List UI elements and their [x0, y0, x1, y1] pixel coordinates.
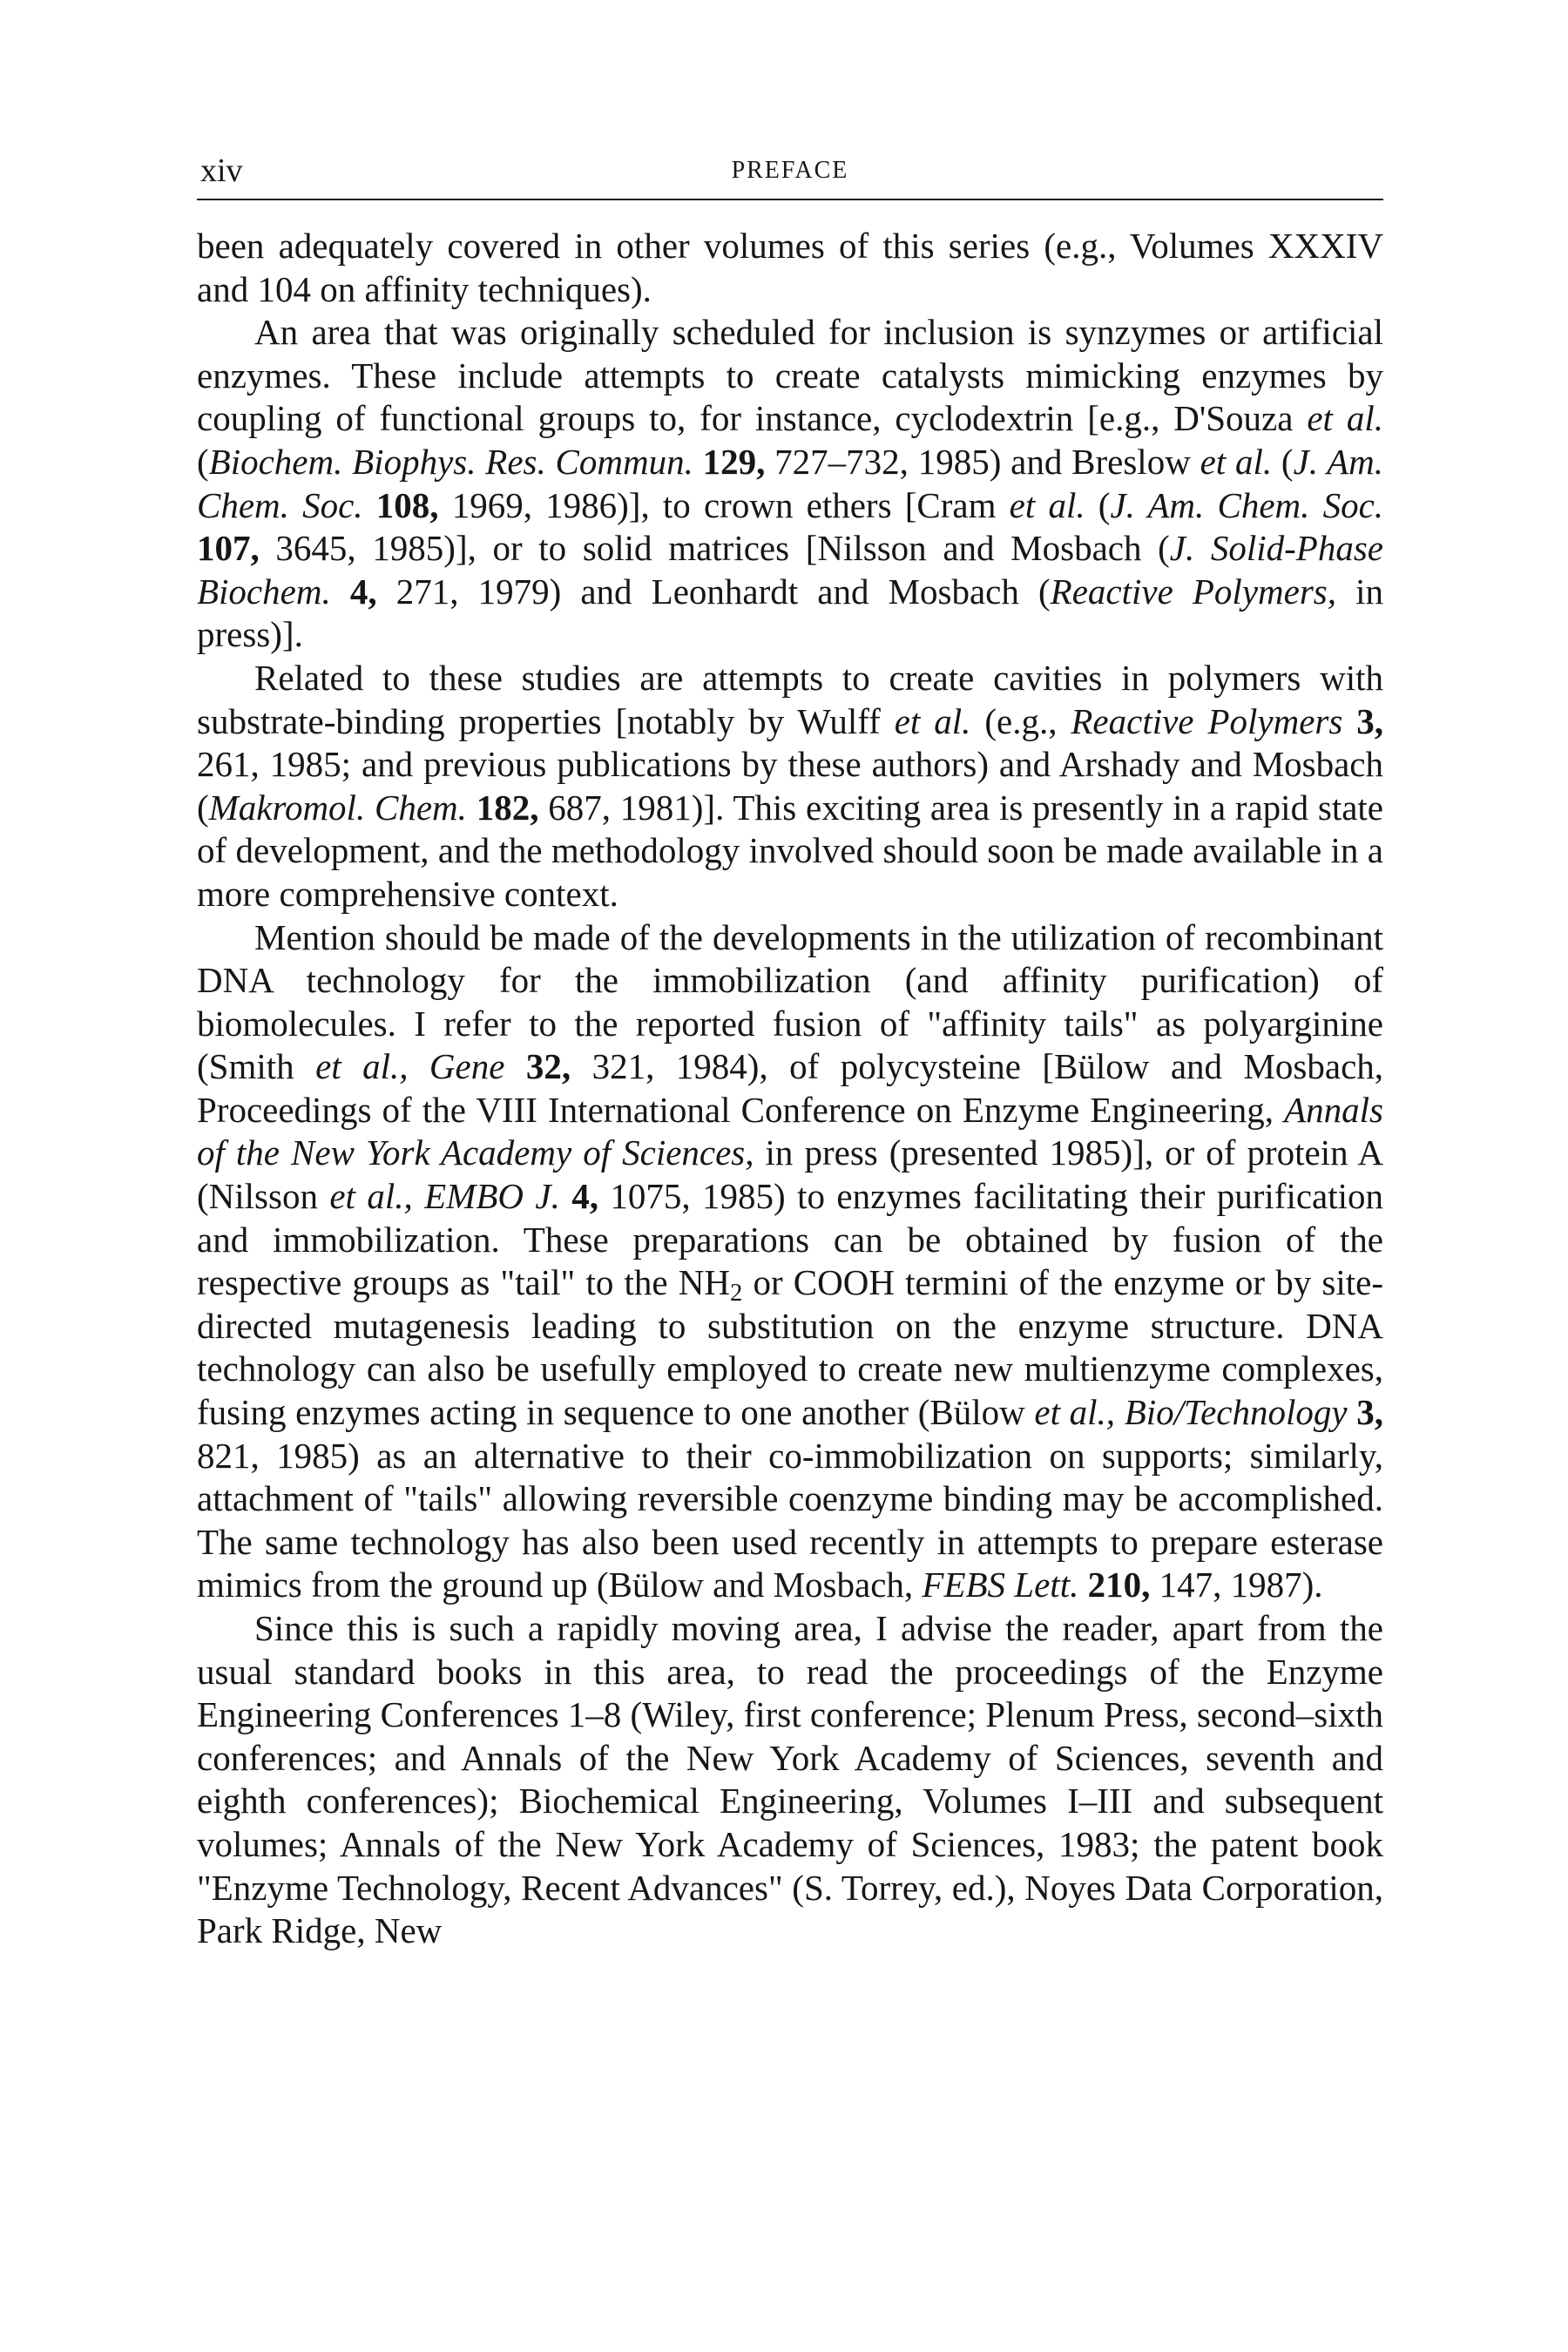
paragraph-4: Mention should be made of the developments in the utilization of recombinant DNA technology for the immobilization (and affinity purification) of biomolecules. I refer to the reported fusion of "affinity tails" as polyarginine (Smith et al., Gene 32, 321, 1984), of polycysteine [Bülow and Mosbach, Proceedings of the VIII International Conference on Enzyme Engineering, Annals of the New York Academy of Sciences, in press (presented 1985)], or of protein A (Nilsson et al., EMBO J. 4, 1075, 1985) to enzymes facilitating their purification and immobilization. These preparations can be obtained by fusion of the respective groups as "tail" to the $NH_2$ or COOH termini of the enzyme or by site-directed mutagenesis leading to substitution on the enzyme structure. DNA technology can also be usefully employed to create new multienzyme complexes, fusing enzymes acting in sequence to one another (Bülow et al., Bio/Technology 3, 821, 1985) as an alternative to their co-immobilization on supports; similarly, attachment of "tails" allowing reversible coenzyme binding may be accomplished. The same technology has also been used recently in attempts to prepare esterase mimics from the ground up (Bülow and Mosbach, FEBS Lett. 210, 147, 1987).: [197, 916, 1384, 1605]
paragraph-1: been adequately covered in other volumes of this series (e.g., Volumes XXXIV and 104 on affinity techniques).: [197, 226, 1383, 309]
running-title: PREFACE: [731, 157, 849, 184]
paragraph-2: An area that was originally scheduled for inclusion is synzymes or artificial enzymes. These include attempts to create catalysts mimicking enzymes by coupling of functional groups to, for instance, cyclodextrin [e.g., D'Souza et al. (Biochem. Biophys. Res. Commun. 129, 727–732, 1985) and Breslow et al. (J. Am. Chem. Soc. 108, 1969, 1986)], to crown ethers [Cram et al. (J. Am. Chem. Soc. 107, 3645, 1985)], or to solid matrices [Nilsson and Mosbach (J. Solid-Phase Biochem. 4, 271, 1979) and Leonhardt and Mosbach (Reactive Polymers, in press)].: [197, 312, 1384, 655]
paragraph-5: Since this is such a rapidly moving area, I advise the reader, apart from the usual standard books in this area, to read the proceedings of the Enzyme Engineering Conferences 1–8 (Wiley, first conference; Plenum Press, second–sixth conferences; and Annals of the New York Academy of Sciences, seventh and eighth conferences); Biochemical Engineering, Volumes I–III and subsequent volumes; Annals of the New York Academy of Sciences, 1983; the patent book "Enzyme Technology, Recent Advances" (S. Torrey, ed.), Noyes Data Corporation, Park Ridge, New: [197, 1608, 1383, 1951]
running-header: [197, 148, 1383, 200]
page-number: xiv: [200, 152, 243, 189]
paragraph-3: Related to these studies are attempts to create cavities in polymers with substrate-binding properties [notably by Wulff et al. (e.g., Reactive Polymers 3, 261, 1985; and previous publications by these authors) and Arshady and Mosbach (Makromol. Chem. 182, 687, 1981)]. This exciting area is presently in a rapid state of development, and the methodology involved should soon be made available in a more comprehensive context.: [197, 657, 1384, 914]
body-text: [197, 225, 1383, 1953]
